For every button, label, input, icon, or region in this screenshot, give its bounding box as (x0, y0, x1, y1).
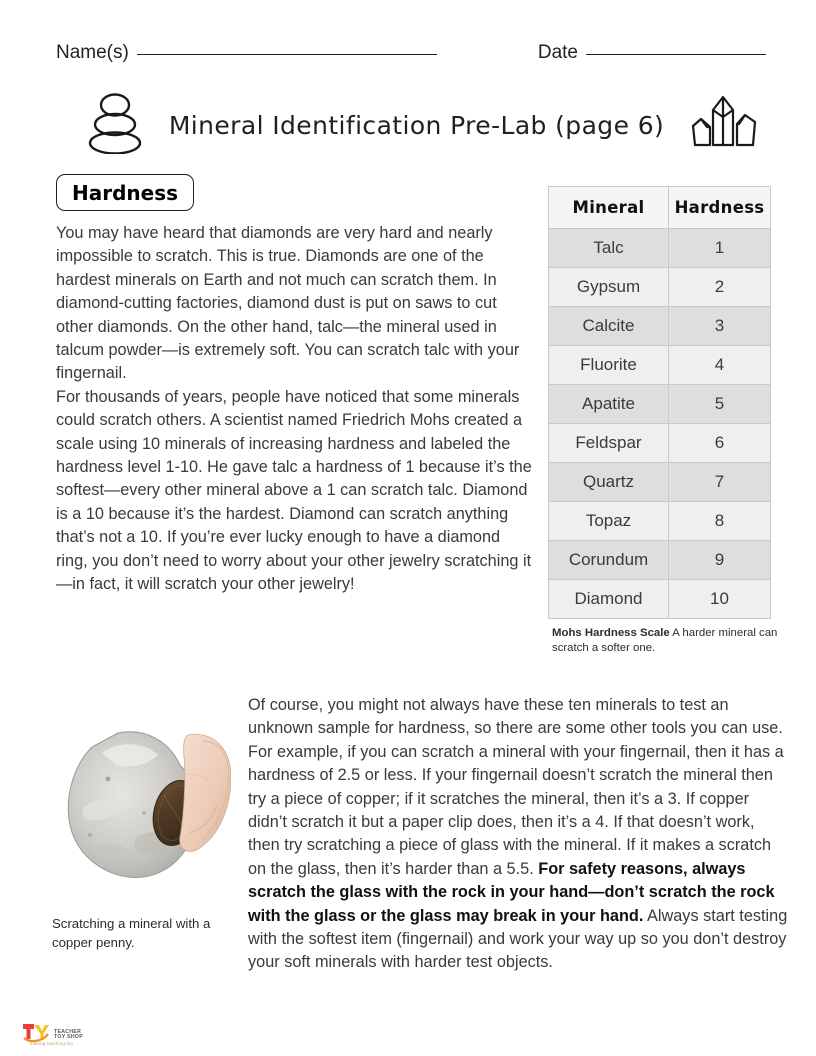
date-write-line[interactable] (586, 53, 766, 55)
cell-hardness: 9 (669, 541, 771, 580)
hardness-body-text (56, 222, 536, 597)
page-title: Mineral Identification Pre-Lab (page 6) (168, 110, 665, 140)
paragraph-1: You may have heard that diamonds are very hard and nearly impossible to scratch. This is true. Diamonds are one of the hardest minerals on Earth and not much can scratch them. In diamond-cutting factories, diamond dust is put on saws to cut other diamonds. On the other hand, talc—the mineral used in talcum powder—is extremely soft. You can scratch talc with your fingernail. (56, 224, 520, 383)
caption-rest: A harder mineral can scratch a softer one. (552, 627, 778, 654)
caption-bold: Mohs Hardness Scale (552, 627, 670, 639)
cell-hardness: 1 (669, 229, 771, 268)
title-row (84, 92, 759, 158)
cell-mineral: Topaz (549, 502, 669, 541)
cell-hardness: 8 (669, 502, 771, 541)
cell-hardness: 3 (669, 307, 771, 346)
name-label: Name(s) (56, 42, 129, 63)
section-badge-label: Hardness (71, 180, 179, 205)
table-row (549, 502, 771, 541)
lower-paragraph (248, 694, 788, 975)
table-row (549, 268, 771, 307)
stacked-stones-icon (84, 92, 146, 159)
cell-hardness: 2 (669, 268, 771, 307)
column-header-hardness: Hardness (669, 187, 771, 229)
cell-hardness: 6 (669, 424, 771, 463)
table-row (549, 346, 771, 385)
date-label: Date (537, 42, 578, 63)
table-row (549, 385, 771, 424)
teacher-toy-shop-logo[interactable] (22, 1022, 118, 1048)
mohs-hardness-table (548, 186, 771, 619)
mohs-hardness-table-wrap (548, 186, 770, 619)
mohs-table-caption (552, 626, 782, 655)
photo-caption: Scratching a mineral with a copper penny. (52, 916, 211, 950)
section-badge-hardness (56, 174, 194, 211)
column-header-mineral: Mineral (549, 187, 669, 229)
cell-mineral: Corundum (549, 541, 669, 580)
table-row (549, 424, 771, 463)
cell-hardness: 5 (669, 385, 771, 424)
logo-line-2: TOY SHOP (54, 1034, 84, 1040)
name-date-header (56, 42, 766, 64)
table-row (549, 229, 771, 268)
lower-part-2: Always start testing with the softest item (fingernail) and work your way up so you don’t destroy your soft minerals with harder test objects. (248, 906, 788, 972)
table-row (549, 463, 771, 502)
cell-hardness: 10 (669, 580, 771, 619)
crystal-cluster-icon (687, 93, 759, 158)
cell-mineral: Fluorite (549, 346, 669, 385)
table-header-row (549, 187, 771, 229)
cell-mineral: Gypsum (549, 268, 669, 307)
cell-mineral: Quartz (549, 463, 669, 502)
cell-mineral: Feldspar (549, 424, 669, 463)
cell-mineral: Diamond (549, 580, 669, 619)
logo-tagline: making teaching fun (30, 1041, 74, 1046)
name-write-line[interactable] (137, 53, 437, 55)
table-row (549, 541, 771, 580)
cell-hardness: 4 (669, 346, 771, 385)
lower-body-text (248, 694, 788, 975)
cell-hardness: 7 (669, 463, 771, 502)
logo-wordmark (54, 1030, 83, 1040)
lower-part-1: Of course, you might not always have these ten minerals to test an unknown sample for hardness, so there are some other tools you can use. For example, if you can scratch a mineral with your fingernail, then it has a hardness of 2.5 or less. If your fingernail doesn’t scratch the mineral then try a piece of copper; if it scratches the mineral, then it’s a 3. If copper didn’t scratch it but a paper clip does, then it’s a 4. If that doesn’t work, then try scratching a piece of glass with the mineral. If it makes a scratch on the glass, then it’s harder than a 5.5. (248, 696, 784, 878)
table-row (549, 580, 771, 619)
cell-mineral: Talc (549, 229, 669, 268)
safety-warning: For safety reasons, always scratch the glass with the rock in your hand—don’t scratch the rock with the glass or the glass may break in your hand. (248, 859, 775, 925)
cell-mineral: Apatite (549, 385, 669, 424)
logo-line-1: TEACHER (54, 1028, 82, 1035)
table-row (549, 307, 771, 346)
cell-mineral: Calcite (549, 307, 669, 346)
mineral-scratch-photo (52, 717, 231, 905)
paragraph-2: For thousands of years, people have noticed that some minerals could scratch others. A scientist named Friedrich Mohs created a scale using 10 minerals of increasing hardness and labeled the hardness level 1-10. He gave talc a hardness of 1 because it’s the softest—every other mineral above a 1 can scratch talc. Diamond is a 10 because it’s the hardest. Diamond can scratch anything that’s not a 10. If you’re ever lucky enough to have a diamond ring, you don’t need to worry about your other jewelry scratching it—in fact, it will scratch your other jewelry! (56, 387, 532, 594)
